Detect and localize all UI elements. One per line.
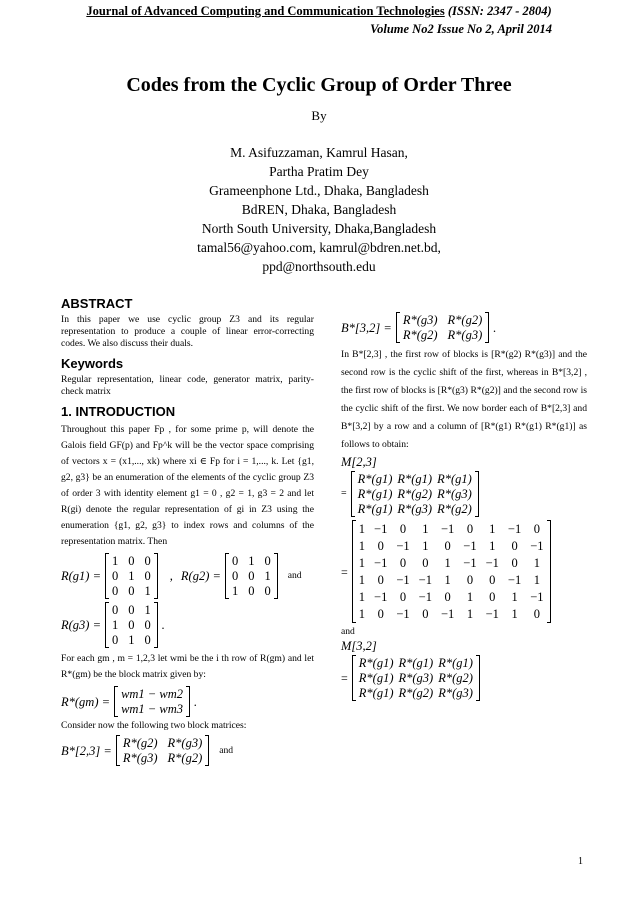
- and-text: and: [219, 744, 234, 756]
- matrix-cell: 0: [377, 573, 384, 587]
- matrix-cell: 1: [358, 573, 366, 587]
- matrix-rstar: wm1 − wm2 wm1 − wm3: [114, 686, 190, 717]
- matrix-cell: −1: [440, 522, 455, 536]
- matrix-cell: 1: [358, 607, 366, 621]
- and-text: and: [287, 570, 302, 581]
- matrix-cell: 0: [511, 539, 518, 553]
- journal-name: Journal of Advanced Computing and Communication Technologies: [86, 4, 445, 18]
- matrix-cell: 1: [489, 522, 496, 536]
- b23-label: B*[2,3] =: [61, 743, 112, 758]
- author-line: M. Asifuzzaman, Kamrul Hasan,: [230, 145, 408, 160]
- matrix-cell: 0: [399, 522, 407, 536]
- keywords-heading: Keywords: [61, 356, 124, 371]
- matrix-cell: −1: [374, 556, 388, 570]
- matrix-cell: 1: [358, 539, 366, 553]
- matrix-cell: 1: [489, 539, 496, 553]
- right-column: [341, 312, 587, 704]
- matrix-cell: −1: [440, 607, 455, 621]
- volume-info: Volume No2 Issue No 2, April 2014: [370, 22, 552, 36]
- matrix-cell: 0: [489, 590, 496, 604]
- matrix-cell: −1: [530, 539, 544, 553]
- equation-m23-blocks: = R*(g1) R*(g1) R*(g1) R*(g1) R*(g2) R*(g3) R*(g1) R*(g3) R*(g2): [341, 471, 587, 517]
- matrix-cell: 1: [511, 590, 518, 604]
- keywords-text: Regular representation, linear code, generator matrix, parity-check matrix: [61, 374, 314, 397]
- abstract-text: In this paper we use cyclic group Z3 and its regular representation to produce a couple of linear error-correcting codes. We also discuss their duals.: [61, 314, 314, 349]
- affiliation-line: North South University, Dhaka,Bangladesh: [201, 221, 437, 236]
- matrix-cell: 0: [533, 607, 540, 621]
- equation-m23-expanded: = 1 −1 0 1 −1 0 1 −1 0 1 0 −1 1 0 −1 1 0 −1 1 −1 0 0 1 −1 −1 0 1 1 0 −1 −1 1 0 0 −1 1 1 −1 0 −1 0 1 0 1 −1 1 0 −1 0 −1 1 −1 1 0: [341, 520, 587, 623]
- page-number: 1: [578, 856, 583, 867]
- intro-paragraph-3: Consider now the following two block matrices:: [61, 720, 247, 731]
- matrix-cell: −1: [485, 607, 499, 621]
- matrix-b23: R*(g2) R*(g3) R*(g3) R*(g2): [116, 735, 209, 766]
- matrix-cell: −1: [485, 556, 499, 570]
- matrix-m23-expanded: [352, 520, 551, 623]
- matrix-m23-blocks: R*(g1) R*(g1) R*(g1) R*(g1) R*(g2) R*(g3) R*(g1) R*(g3) R*(g2): [351, 471, 479, 517]
- left-column: [61, 298, 314, 769]
- matrix-cell: −1: [396, 607, 410, 621]
- matrix-cell: 0: [466, 573, 474, 587]
- right-paragraph-1: In B*[2,3] , the first row of blocks is [R*(g2) R*(g3)] and the second row is the cyclic shift of the first, whereas in B*[3,2] , the first row of blocks is [R*(g3) R*(g2)] and the second row is the cyclic shift of the first. We now border each of B*[2,3] and B*[3,2] by a row and a column of [R*(g1) R*(g1) R*(g1)] as follows to obtain:: [341, 349, 587, 450]
- r3-label: R(g3) =: [61, 618, 102, 632]
- matrix-b32: R*(g3) R*(g2) R*(g2) R*(g3): [396, 312, 489, 343]
- matrix-cell: 1: [358, 522, 366, 536]
- matrix-m32-blocks: R*(g1) R*(g1) R*(g1) R*(g1) R*(g3) R*(g2) R*(g1) R*(g2) R*(g3): [352, 655, 480, 701]
- author-line: Partha Pratim Dey: [269, 164, 369, 179]
- rstar-label: R*(gm) =: [61, 694, 111, 709]
- equation-r3: R(g3) = 0 0 1 1 0 0 0 1 0 .: [61, 603, 165, 647]
- matrix-cell: 0: [489, 573, 496, 587]
- r1-label: R(g1) =: [61, 569, 102, 583]
- matrix-cell: 0: [377, 607, 384, 621]
- email-line: ppd@northsouth.edu: [262, 259, 376, 274]
- authors-block: [0, 143, 638, 276]
- matrix-cell: −1: [374, 590, 388, 604]
- m32-label: M[3,2]: [341, 639, 377, 653]
- matrix-cell: 1: [422, 539, 429, 553]
- matrix-cell: 1: [466, 590, 474, 604]
- matrix-cell: 0: [399, 590, 407, 604]
- matrix-cell: 0: [444, 590, 451, 604]
- intro-paragraph-2: For each gm , m = 1,2,3 let wmi be the i th row of R(gm) and let R*(gm) be the block matrix given by:: [61, 653, 314, 680]
- matrix-cell: 1: [511, 607, 518, 621]
- equation-rstar: R*(gm) = wm1 − wm2 wm1 − wm3 .: [61, 687, 198, 716]
- matrix-cell: 0: [511, 556, 518, 570]
- matrix-cell: −1: [530, 590, 544, 604]
- b32-label: B*[3,2] =: [341, 320, 392, 335]
- journal-header: [0, 4, 638, 19]
- matrix-cell: −1: [507, 573, 522, 587]
- matrix-cell: 0: [444, 539, 451, 553]
- matrix-cell: −1: [396, 539, 410, 553]
- equation-m32-blocks: = R*(g1) R*(g1) R*(g1) R*(g1) R*(g3) R*(g2) R*(g1) R*(g2) R*(g3): [341, 655, 587, 701]
- introduction-heading: 1. INTRODUCTION: [61, 404, 176, 419]
- intro-paragraph-1: Throughout this paper Fp , for some prime p, will denote the Galois field GF(p) and Fp^k will be the vector space comprising of vectors x = (x1,..., xk) where xi ∈ Fp for i = 1,..., k. Let {g1, g2, g3} be an enumeration of the elements of the cyclic group Z3 of order 3 with identity element g1 = 0 , g2 = 1, g3 = 2 and let R(gi) denote the regular representation of gi in Z3 using the enumeration {g1, g2, g3} to index rows and columns of the representation matrix. Then: [61, 424, 314, 547]
- matrix-cell: 1: [533, 556, 540, 570]
- matrix-cell: −1: [463, 539, 477, 553]
- matrix-cell: 1: [444, 573, 451, 587]
- equation-r1-r2: R(g1) = 1 0 0 0 1 0 0 0 1 , R(g2) = 0 1 0 0 0 1 1 0 0 and: [61, 554, 302, 598]
- by-line: By: [311, 108, 327, 123]
- matrix-cell: 0: [533, 522, 540, 536]
- r2-label: R(g2) =: [180, 569, 221, 583]
- abstract-heading: ABSTRACT: [61, 296, 133, 311]
- matrix-r2: 0 1 0 0 0 1 1 0 0: [225, 553, 278, 599]
- and-text: and: [341, 626, 355, 637]
- matrix-cell: 1: [533, 573, 540, 587]
- matrix-r1: 1 0 0 0 1 0 0 0 1: [105, 553, 158, 599]
- paper-title: Codes from the Cyclic Group of Order Three: [126, 74, 512, 96]
- affiliation-line: BdREN, Dhaka, Bangladesh: [241, 202, 397, 217]
- matrix-cell: 1: [444, 556, 451, 570]
- matrix-cell: −1: [374, 522, 388, 536]
- matrix-cell: 1: [358, 590, 366, 604]
- email-line: tamal56@yahoo.com, kamrul@bdren.net.bd,: [197, 240, 441, 255]
- matrix-cell: −1: [463, 556, 477, 570]
- matrix-cell: 0: [466, 522, 474, 536]
- equation-b32: B*[3,2] = R*(g3) R*(g2) R*(g2) R*(g3) .: [341, 313, 497, 342]
- matrix-cell: 0: [422, 556, 429, 570]
- matrix-cell: −1: [418, 573, 432, 587]
- matrix-cell: 0: [377, 539, 384, 553]
- matrix-cell: −1: [396, 573, 410, 587]
- matrix-r3: 0 0 1 1 0 0 0 1 0: [105, 602, 158, 648]
- matrix-cell: 0: [422, 607, 429, 621]
- matrix-cell: −1: [507, 522, 522, 536]
- matrix-cell: 1: [422, 522, 429, 536]
- affiliation-line: Grameenphone Ltd., Dhaka, Bangladesh: [209, 183, 429, 198]
- m23-label: M[2,3]: [341, 455, 377, 469]
- matrix-cell: 1: [358, 556, 366, 570]
- issn: (ISSN: 2347 - 2804): [444, 4, 552, 18]
- matrix-cell: −1: [418, 590, 432, 604]
- equation-b23: [61, 735, 314, 766]
- matrix-cell: 0: [399, 556, 407, 570]
- matrix-cell: 1: [466, 607, 474, 621]
